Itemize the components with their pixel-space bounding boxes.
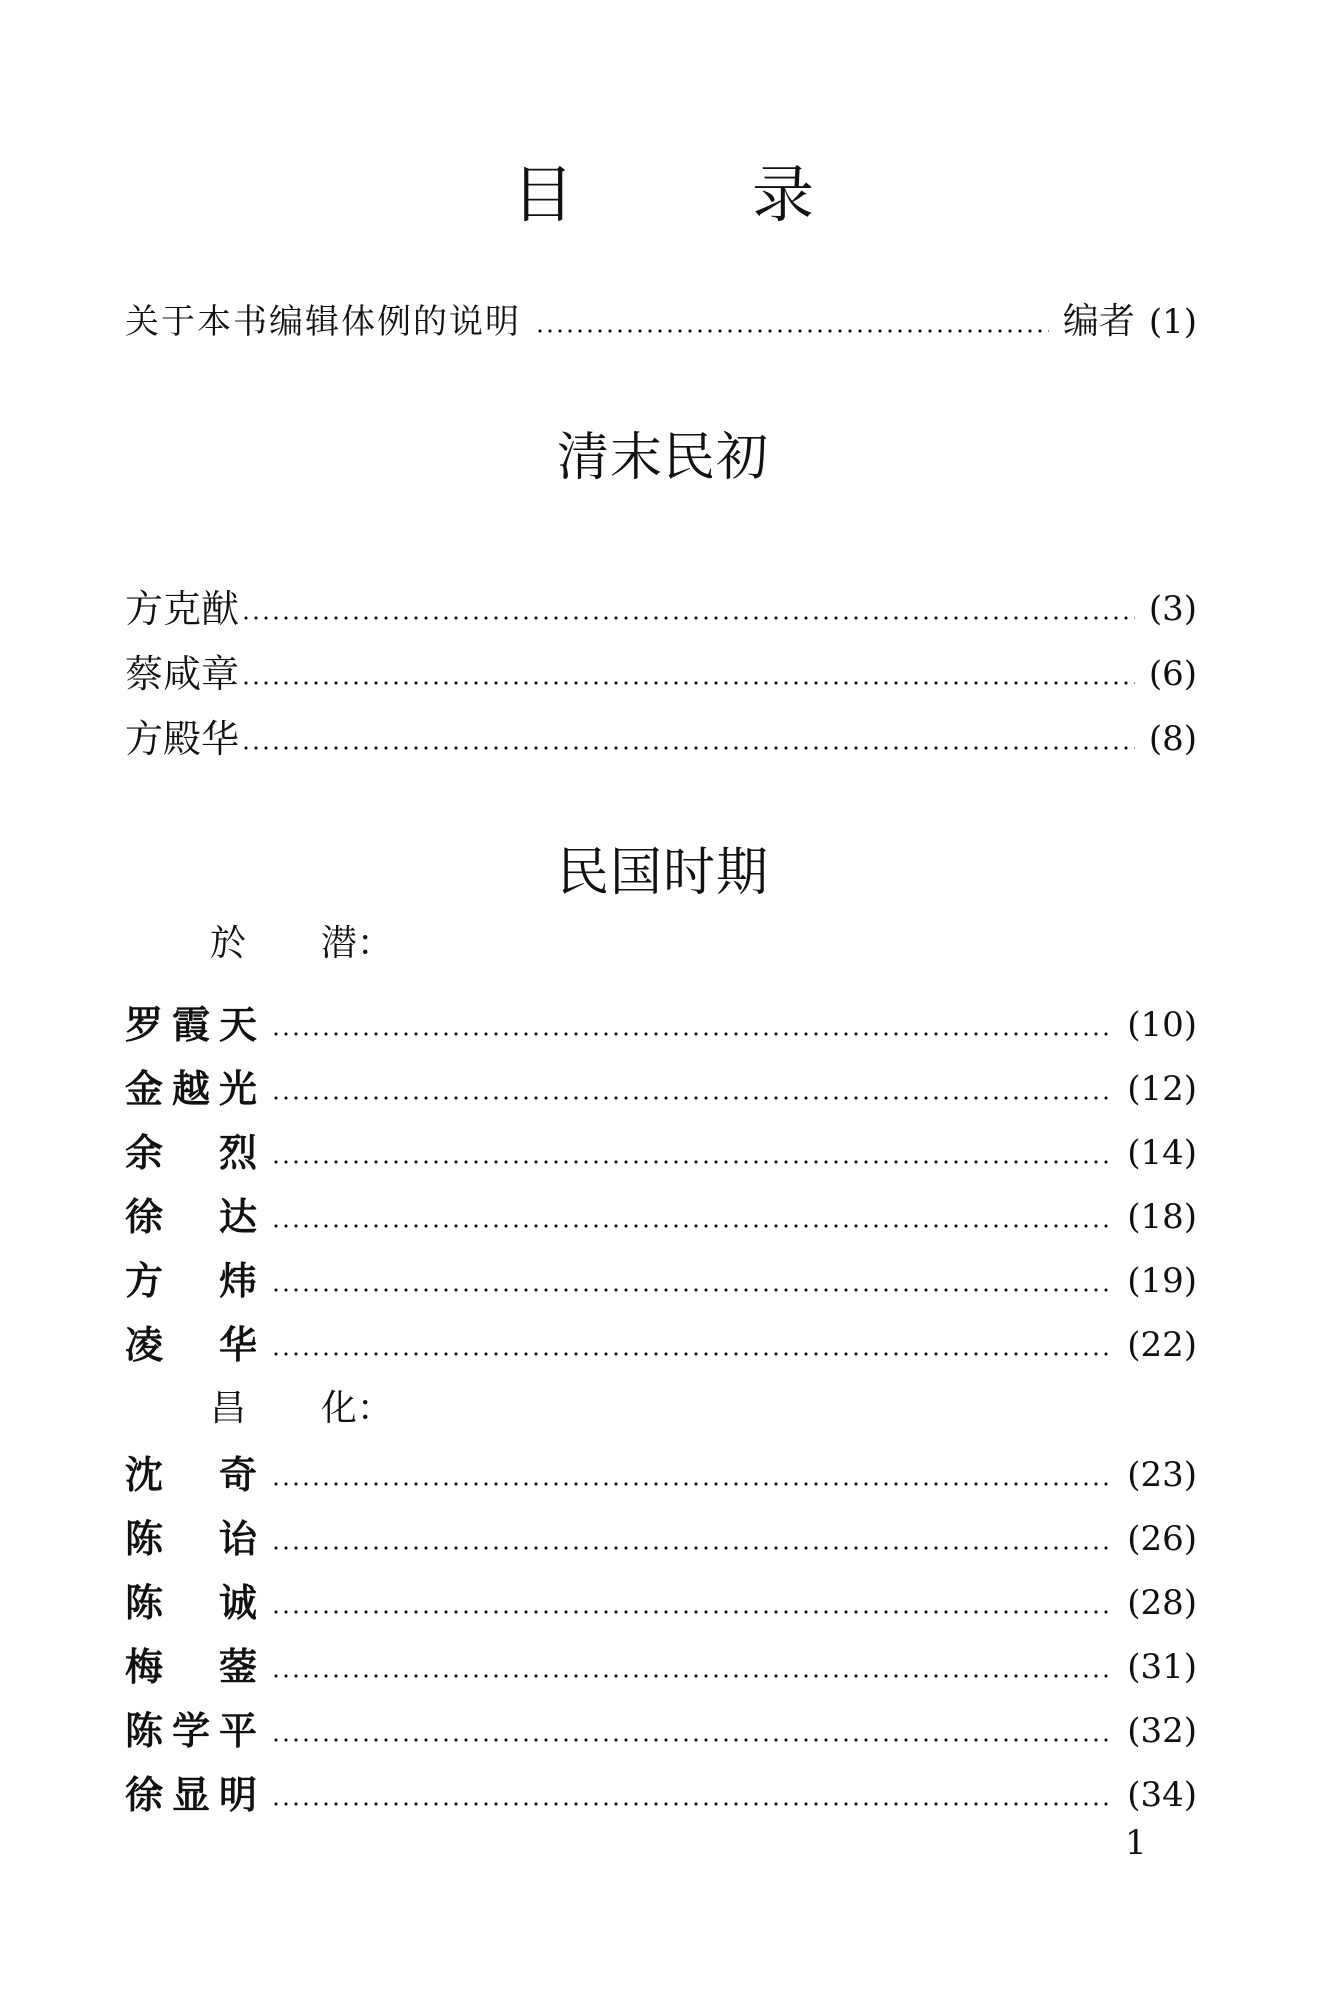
dot-leader xyxy=(271,1738,1113,1742)
dot-leader xyxy=(271,1160,1113,1164)
page-number: 1 xyxy=(1125,1823,1147,1863)
toc-entry-page-number: (34) xyxy=(1127,1775,1197,1815)
dot-leader xyxy=(271,1096,1113,1100)
toc-entry-page-number: (32) xyxy=(1127,1711,1197,1751)
dot-leader xyxy=(271,1802,1113,1806)
dot-leader xyxy=(271,1674,1113,1678)
dot-leader xyxy=(271,1546,1113,1550)
toc-entry-page-number: (19) xyxy=(1127,1261,1197,1301)
toc-entry-name: 罗霞天 xyxy=(125,1002,257,1047)
toc-entry-name: 金越光 xyxy=(125,1066,257,1111)
subgroup-label-char: 潜： xyxy=(320,923,393,964)
toc-entry[interactable] xyxy=(125,1447,1197,1503)
dot-leader xyxy=(241,681,1135,685)
toc-entry[interactable] xyxy=(125,1061,1197,1117)
toc-entry[interactable] xyxy=(125,581,1197,637)
toc-entry-name: 沈 奇 xyxy=(125,1452,257,1497)
section-heading: 清末民初 xyxy=(556,428,769,488)
toc-entry-page-number: (31) xyxy=(1127,1647,1197,1687)
toc-entry-name: 方殿华 xyxy=(125,717,240,761)
toc-entry-page-number: (22) xyxy=(1127,1325,1197,1365)
dot-leader xyxy=(271,1352,1113,1356)
toc-entry[interactable] xyxy=(125,1317,1197,1373)
toc-entry[interactable] xyxy=(125,1125,1197,1181)
toc-entry[interactable] xyxy=(125,711,1197,767)
toc-entry-page-number: (1) xyxy=(1148,302,1197,342)
subgroup-label-char: 化： xyxy=(320,1388,393,1429)
toc-entry-name: 陈学平 xyxy=(125,1708,257,1753)
toc-entry-preface[interactable] xyxy=(125,294,1197,350)
dot-leader xyxy=(535,329,1049,333)
toc-entry-page-number: (3) xyxy=(1148,589,1197,629)
toc-entry-name: 徐 达 xyxy=(125,1194,257,1239)
toc-entry-name: 陈 诒 xyxy=(125,1516,257,1561)
toc-entry-page-number: (26) xyxy=(1127,1519,1197,1559)
dot-leader xyxy=(241,616,1135,620)
toc-entry[interactable] xyxy=(125,1253,1197,1309)
dot-leader xyxy=(271,1610,1113,1614)
subgroup-label xyxy=(210,1381,393,1437)
toc-entry-author: 编者 xyxy=(1062,301,1135,342)
dot-leader xyxy=(271,1482,1113,1486)
dot-leader xyxy=(271,1032,1113,1036)
page-title-char-1: 目 xyxy=(512,158,575,231)
subgroup-label-char: 昌 xyxy=(210,1388,247,1429)
page-title xyxy=(0,150,1320,240)
toc-entry-page-number: (10) xyxy=(1127,1005,1197,1045)
toc-entry-name: 余 烈 xyxy=(125,1130,257,1175)
toc-entry-name: 梅 蓥 xyxy=(125,1644,257,1689)
page-title-char-2: 录 xyxy=(752,158,815,231)
toc-entry-page-number: (8) xyxy=(1148,719,1197,759)
toc-entry-name: 徐显明 xyxy=(125,1772,257,1817)
subgroup-label-char: 於 xyxy=(210,923,247,964)
toc-entry-name: 方克猷 xyxy=(125,587,240,631)
toc-entry[interactable] xyxy=(125,1639,1197,1695)
toc-entry-name: 凌 华 xyxy=(125,1322,257,1367)
toc-entry[interactable] xyxy=(125,1189,1197,1245)
section-heading: 民国时期 xyxy=(556,843,769,903)
toc-entry[interactable] xyxy=(125,1703,1197,1759)
dot-leader xyxy=(241,746,1135,750)
toc-entry[interactable] xyxy=(125,1767,1197,1823)
toc-entry-page-number: (14) xyxy=(1127,1133,1197,1173)
toc-entry-page-number: (18) xyxy=(1127,1197,1197,1237)
toc-entry-page-number: (12) xyxy=(1127,1069,1197,1109)
toc-entry-name: 方 炜 xyxy=(125,1258,257,1303)
toc-entry[interactable] xyxy=(125,646,1197,702)
toc-entry[interactable] xyxy=(125,997,1197,1053)
toc-entry-page-number: (28) xyxy=(1127,1583,1197,1623)
subgroup-label xyxy=(210,916,393,972)
toc-entry-page-number: (23) xyxy=(1127,1455,1197,1495)
toc-entry-title: 关于本书编辑体例的说明 xyxy=(125,302,521,342)
dot-leader xyxy=(271,1224,1113,1228)
toc-entry-page-number: (6) xyxy=(1148,654,1197,694)
toc-entry-name: 蔡咸章 xyxy=(125,652,240,696)
toc-entry[interactable] xyxy=(125,1575,1197,1631)
dot-leader xyxy=(271,1288,1113,1292)
toc-entry-name: 陈 诚 xyxy=(125,1580,257,1625)
toc-entry[interactable] xyxy=(125,1511,1197,1567)
